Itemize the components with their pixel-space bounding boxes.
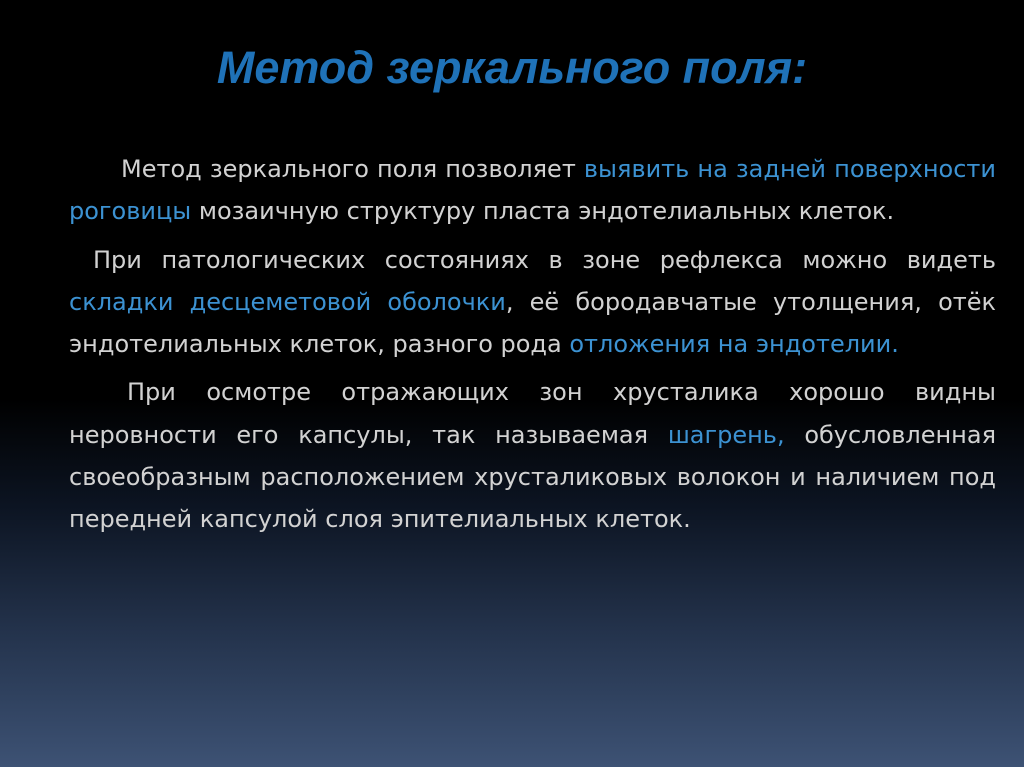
paragraph-2-accent-2: отложения на эндотелии. [569,330,899,359]
paragraph-3-text-2: обусловленная своеобразным расположением хрусталиковых волокон и наличием под передней капсулой слоя эпителиальных клеток. [69,420,997,534]
paragraph-3-accent-1: шагрень, [667,420,785,449]
paragraph-1 [69,148,996,233]
paragraph-2-accent-1: складки десцеметовой оболочки [69,287,506,316]
paragraph-2 [69,239,996,366]
paragraph-2-text-2: , её бородавчатые утолщения, отёк эндотелиальных клеток, разного рода [69,287,997,359]
slide-content [69,148,996,547]
slide-title: Метод зеркального поля: [216,42,808,93]
paragraph-3 [69,371,996,540]
paragraph-2-text-1: При патологических состояниях в зоне рефлекса можно видеть [93,245,996,274]
paragraph-1-accent-1: выявить на задней поверхности роговицы [69,155,996,226]
paragraph-1-text-1: Метод зеркального поля позволяет [121,155,584,183]
paragraph-3-text-1: При осмотре отражающих зон хрусталика хорошо видны неровности его капсулы, так называемая [69,378,996,449]
paragraph-1-text-2: мозаичную структуру пласта эндотелиальных клеток. [191,197,895,226]
